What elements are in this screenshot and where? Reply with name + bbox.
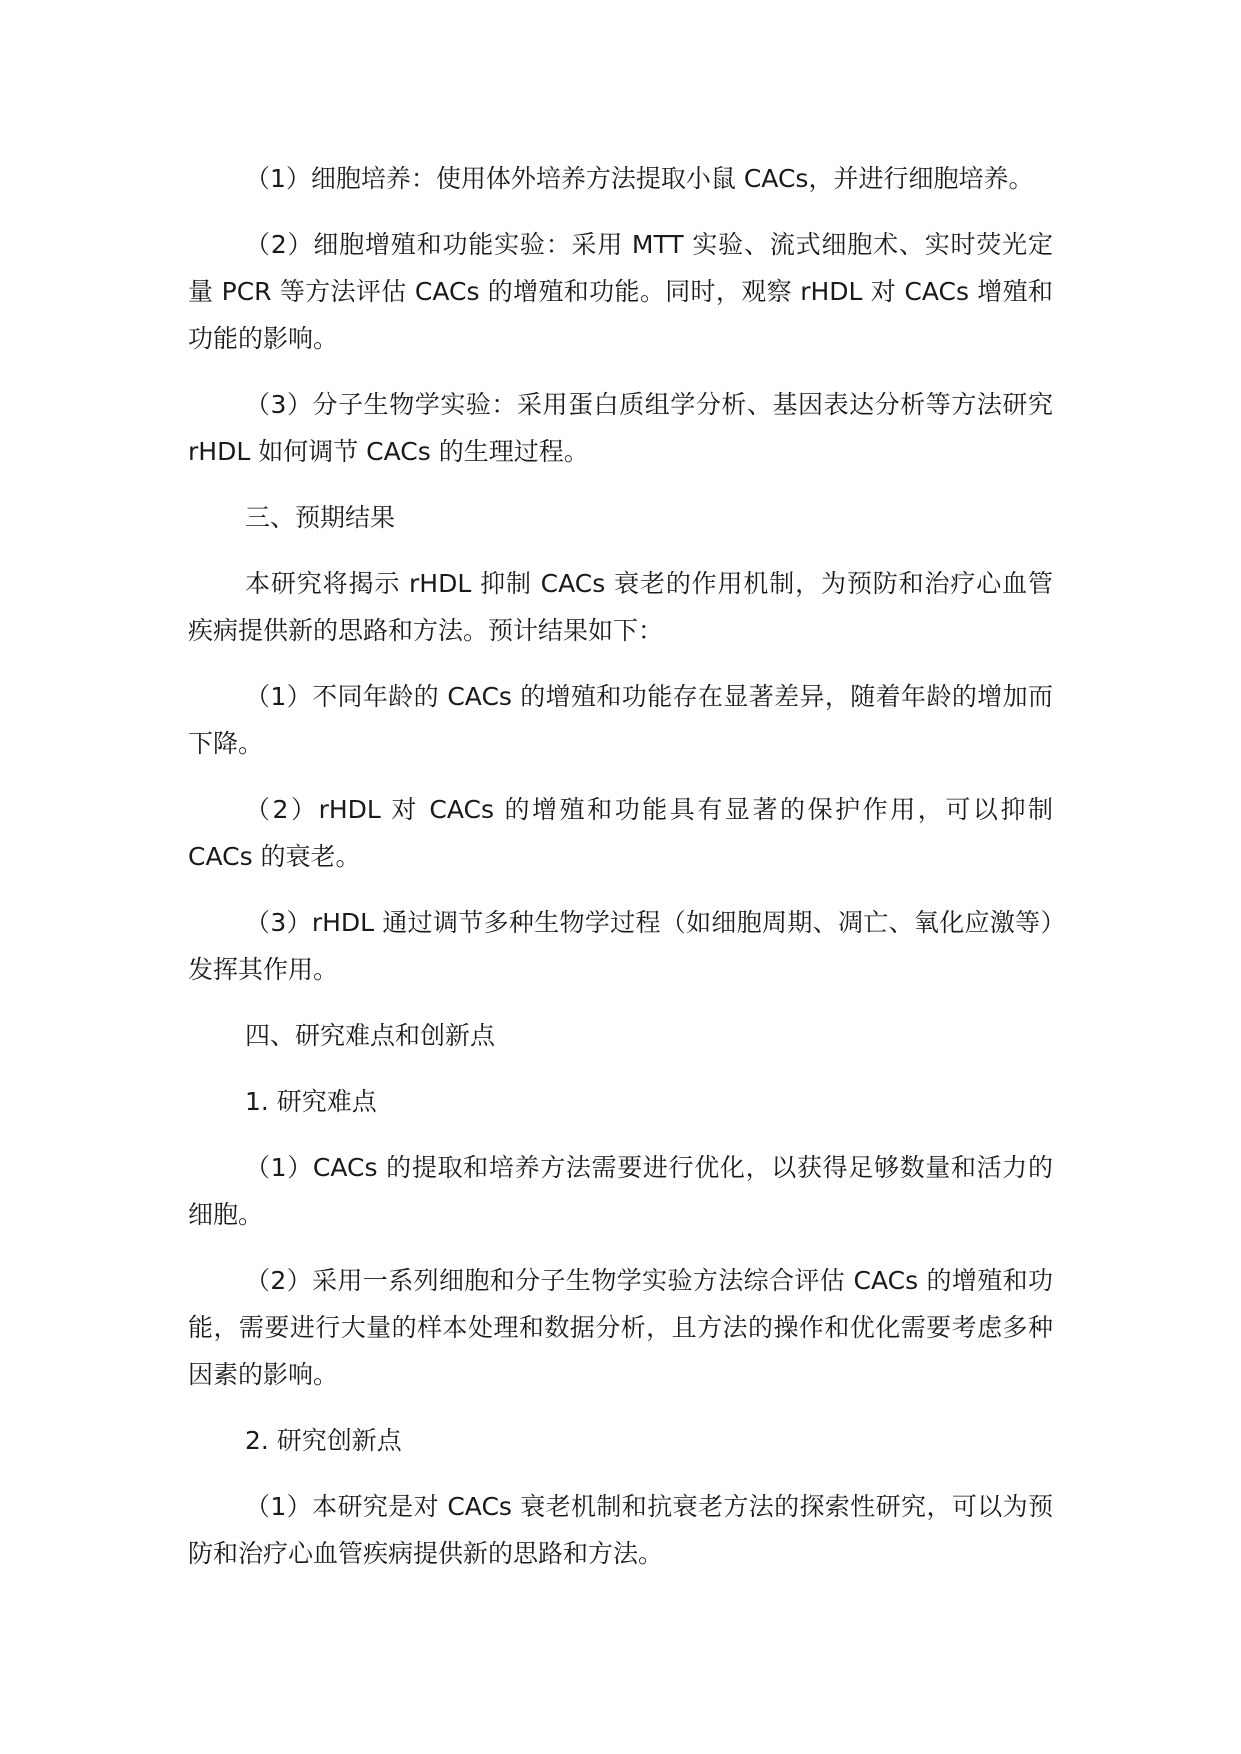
document-body bbox=[188, 155, 1053, 1596]
subheading-difficulties: 1. 研究难点 bbox=[245, 1087, 377, 1116]
paragraph-result-2: （2）rHDL 对 CACs 的增殖和功能具有显著的保护作用，可以抑制 CACs 的衰老。 bbox=[188, 795, 1053, 871]
paragraph-difficulty-1: （1）CACs 的提取和培养方法需要进行优化，以获得足够数量和活力的细胞。 bbox=[188, 1153, 1053, 1229]
paragraph-molecular-experiment: （3）分子生物学实验：采用蛋白质组学分析、基因表达分析等方法研究 rHDL 如何调节 CACs 的生理过程。 bbox=[188, 390, 1053, 466]
paragraph-innovation-1: （1）本研究是对 CACs 衰老机制和抗衰老方法的探索性研究，可以为预防和治疗心血管疾病提供新的思路和方法。 bbox=[188, 1492, 1053, 1568]
heading-expected-results: 三、预期结果 bbox=[245, 503, 396, 532]
paragraph-results-intro: 本研究将揭示 rHDL 抑制 CACs 衰老的作用机制，为预防和治疗心血管疾病提供新的思路和方法。预计结果如下： bbox=[188, 569, 1053, 645]
subheading-innovations: 2. 研究创新点 bbox=[245, 1426, 402, 1455]
paragraph-result-1: （1）不同年龄的 CACs 的增殖和功能存在显著差异，随着年龄的增加而下降。 bbox=[188, 682, 1053, 758]
paragraph-difficulty-2: （2）采用一系列细胞和分子生物学实验方法综合评估 CACs 的增殖和功能，需要进行大量的样本处理和数据分析，且方法的操作和优化需要考虑多种因素的影响。 bbox=[188, 1266, 1053, 1389]
paragraph-result-3: （3）rHDL 通过调节多种生物学过程（如细胞周期、凋亡、氧化应激等）发挥其作用。 bbox=[188, 908, 1053, 984]
paragraph-proliferation-experiment: （2）细胞增殖和功能实验：采用 MTT 实验、流式细胞术、实时荧光定量 PCR 等方法评估 CACs 的增殖和功能。同时，观察 rHDL 对 CACs 增殖和功能的影响。 bbox=[188, 230, 1053, 353]
paragraph-cell-culture: （1）细胞培养：使用体外培养方法提取小鼠 CACs，并进行细胞培养。 bbox=[245, 164, 1034, 193]
heading-difficulties-innovations: 四、研究难点和创新点 bbox=[245, 1021, 496, 1050]
